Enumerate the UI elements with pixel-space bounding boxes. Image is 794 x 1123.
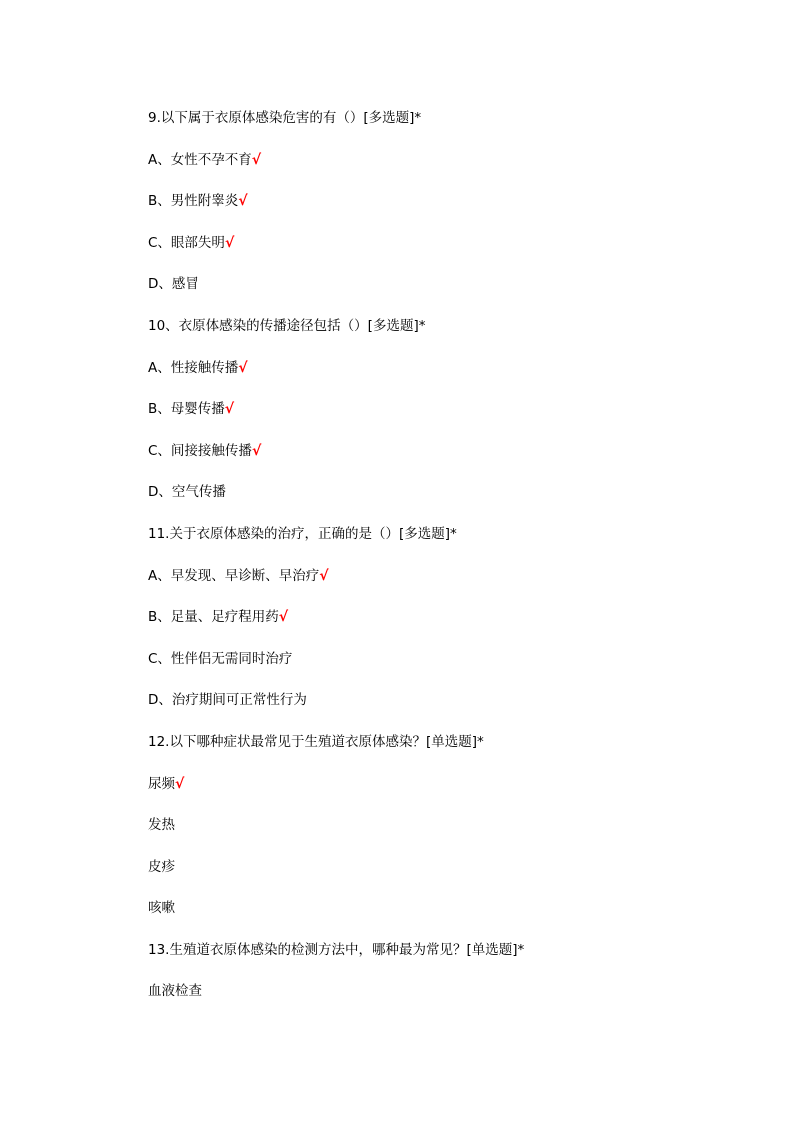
answer-option xyxy=(148,233,748,275)
option-text: D、治疗期间可正常性行为 xyxy=(148,692,307,709)
option-text: A、早发现、早诊断、早治疗 xyxy=(148,567,320,584)
correct-check-icon: √ xyxy=(224,401,235,418)
answer-option xyxy=(148,857,748,899)
answer-option xyxy=(148,441,748,483)
answer-option xyxy=(148,358,748,400)
question-title: 11.关于衣原体感染的治疗，正确的是（）[多选题]* xyxy=(148,525,457,542)
answer-option xyxy=(148,607,748,649)
answer-option xyxy=(148,482,748,524)
correct-check-icon: √ xyxy=(251,151,262,168)
question-list xyxy=(148,108,748,1023)
option-text: A、性接触传播 xyxy=(148,359,239,376)
answer-option xyxy=(148,774,748,816)
question-title: 12.以下哪种症状最常见于生殖道衣原体感染？[单选题]* xyxy=(148,733,484,750)
option-text: D、感冒 xyxy=(148,276,199,293)
option-text: A、女性不孕不育 xyxy=(148,151,252,168)
correct-check-icon: √ xyxy=(175,775,185,792)
answer-option xyxy=(148,815,748,857)
option-text: B、男性附睾炎 xyxy=(148,193,239,210)
correct-check-icon: √ xyxy=(224,234,235,251)
option-text: 尿频 xyxy=(148,775,175,792)
correct-check-icon: √ xyxy=(319,567,329,584)
answer-option xyxy=(148,191,748,233)
option-text: B、足量、足疗程用药 xyxy=(148,609,279,626)
answer-option xyxy=(148,150,748,192)
correct-check-icon: √ xyxy=(238,359,248,376)
option-text: D、空气传播 xyxy=(148,484,226,501)
question-title: 13.生殖道衣原体感染的检测方法中，哪种最为常见？[单选题]* xyxy=(148,941,525,958)
option-text: C、性伴侣无需同时治疗 xyxy=(148,650,293,667)
answer-option xyxy=(148,898,748,940)
option-text: 咳嗽 xyxy=(148,900,175,917)
question-title: 9.以下属于衣原体感染危害的有（）[多选题]* xyxy=(148,110,422,126)
question-title: 10、衣原体感染的传播途径包括（）[多选题]* xyxy=(148,317,426,334)
answer-option xyxy=(148,566,748,608)
option-text: 皮疹 xyxy=(148,858,175,875)
answer-option xyxy=(148,274,748,316)
option-text: C、间接接触传播 xyxy=(148,442,252,459)
correct-check-icon: √ xyxy=(278,609,289,626)
correct-check-icon: √ xyxy=(238,193,248,210)
option-text: C、眼部失明 xyxy=(148,234,225,251)
answer-option xyxy=(148,981,748,1023)
option-text: 发热 xyxy=(148,817,175,834)
answer-option xyxy=(148,690,748,732)
answer-option xyxy=(148,399,748,441)
answer-option xyxy=(148,649,748,691)
correct-check-icon: √ xyxy=(251,442,262,459)
option-text: 血液检查 xyxy=(148,983,202,1000)
option-text: B、母婴传播 xyxy=(148,401,225,418)
